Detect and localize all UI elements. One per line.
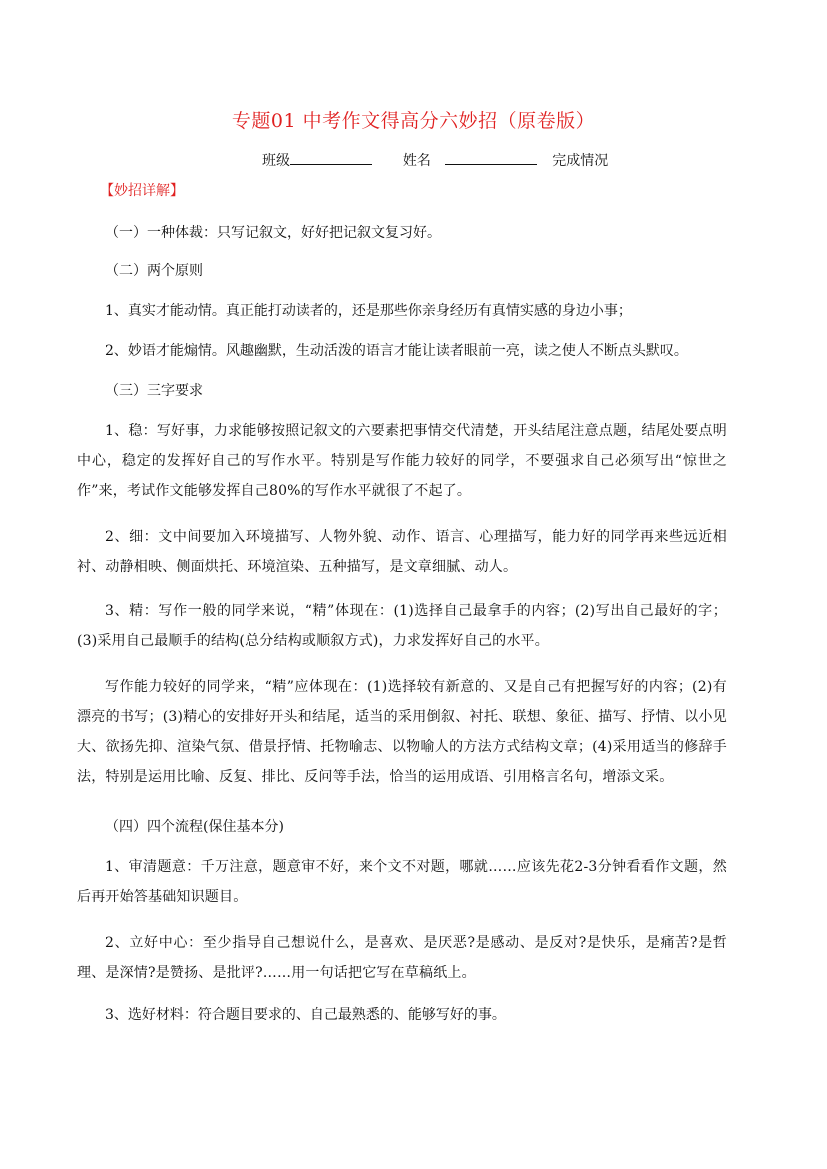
paragraph: 2、细：文中间要加入环境描写、人物外貌、动作、语言、心理描写，能力好的同学再来些远近相衬、动静相映、侧面烘托、环境渲染、五种描写，是文章细腻、动人。 <box>77 529 727 575</box>
name-label: 姓名 <box>402 153 431 169</box>
paragraph: 写作能力较好的同学来，“精”应体现在：(1)选择较有新意的、又是自己有把握写好的内容；(2)有漂亮的书写；(3)精心的安排好开头和结尾，适当的采用倒叙、衬托、联想、象征、描写、抒情、以小见大、欲扬先抑、渲染气氛、借景抒情、托物喻志、以物喻人的方法方式结构文章；(4)采用适当的修辞手法，特别是运用比喻、反复、排比、反问等手法，恰当的运用成语、引用格言名句，增添文采。 <box>77 679 727 785</box>
section-tag: 【妙招详解】 <box>100 183 184 199</box>
paragraph: （三）三字要求 <box>105 383 203 399</box>
name-blank[interactable] <box>445 150 537 165</box>
paragraph: （二）两个原则 <box>105 263 203 279</box>
class-blank[interactable] <box>290 150 372 165</box>
paragraph: 1、真实才能动情。真正能打动读者的，还是那些你亲身经历有真情实感的身边小事； <box>105 303 632 319</box>
paragraph: 3、精：写作一般的同学来说，“精”体现在：(1)选择自己最拿手的内容；(2)写出自己最好的字；(3)采用自己最顺手的结构(总分结构或顺叙方式)，力求发挥好自己的水平。 <box>77 603 727 649</box>
paragraph: 3、选好材料：符合题目要求的、自己最熟悉的、能够写好的事。 <box>105 1007 506 1023</box>
paragraph: （一）一种体裁：只写记叙文，好好把记叙文复习好。 <box>105 225 441 241</box>
paragraph: 1、审清题意：千万注意，题意审不好，来个文不对题，哪就……应该先花2-3分钟看看作文题，然后再开始答基础知识题目。 <box>77 859 727 905</box>
paragraph: 2、妙语才能煽情。风趣幽默，生动活泼的语言才能让读者眼前一亮，读之使人不断点头默叹。 <box>105 343 688 359</box>
paragraph: 1、稳：写好事，力求能够按照记叙文的六要素把事情交代清楚，开头结尾注意点题，结尾处要点明中心，稳定的发挥好自己的写作水平。特别是写作能力较好的同学，不要强求自己必须写出“惊世之作”来，考试作文能够发挥自己80%的写作水平就很了不起了。 <box>77 423 727 499</box>
class-label: 班级 <box>262 153 290 169</box>
page-title: 专题01 中考作文得高分六妙招（原卷版） <box>231 110 596 132</box>
status-label: 完成情况 <box>552 153 609 169</box>
student-info-line <box>262 150 608 170</box>
paragraph: （四）四个流程(保住基本分) <box>105 819 284 835</box>
paragraph: 2、立好中心：至少指导自己想说什么，是喜欢、是厌恶?是感动、是反对?是快乐，是痛苦?是哲理、是深情?是赞扬、是批评?……用一句话把它写在草稿纸上。 <box>77 935 727 981</box>
